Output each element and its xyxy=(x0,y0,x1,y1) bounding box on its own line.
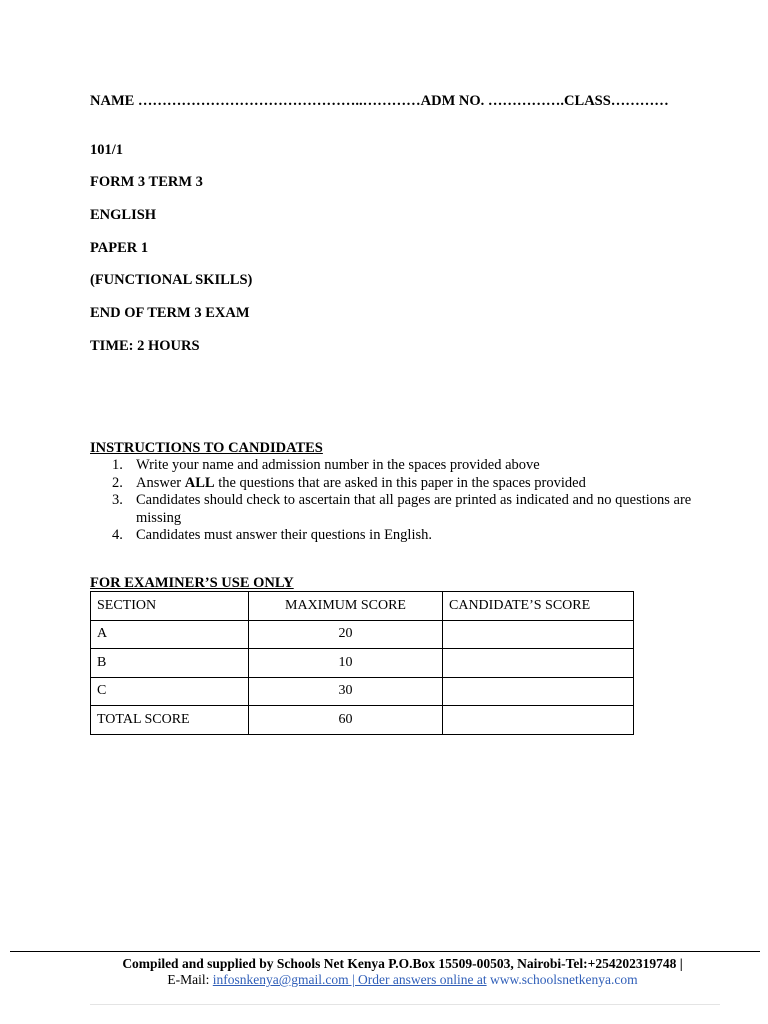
max-score-cell: 30 xyxy=(249,677,443,706)
score-table xyxy=(90,591,634,735)
instruction-item xyxy=(90,492,730,527)
name-adm-class-line: NAME ………………………………………..…………ADM NO. …………….CLASS………… xyxy=(90,93,669,109)
paper-code: 101/1 xyxy=(90,142,124,158)
footer-email-link[interactable]: infosnkenya@gmail.com | Order answers online at xyxy=(212,972,487,987)
section-cell: B xyxy=(91,649,249,678)
table-row xyxy=(91,706,634,735)
instruction-number: 1. xyxy=(112,457,123,473)
paper-type: (FUNCTIONAL SKILLS) xyxy=(90,272,253,288)
header-section: SECTION xyxy=(91,592,249,621)
candidate-score-cell xyxy=(443,620,634,649)
max-score-cell: 10 xyxy=(249,649,443,678)
table-row xyxy=(91,677,634,706)
table-row xyxy=(91,649,634,678)
instruction-number: 4. xyxy=(112,527,123,543)
table-header-row xyxy=(91,592,634,621)
exam-name: END OF TERM 3 EXAM xyxy=(90,305,250,321)
instruction-text: Candidates should check to ascertain that all pages are printed as indicated and no questions are missing xyxy=(136,492,692,526)
footer-compiled-line: Compiled and supplied by Schools Net Kenya P.O.Box 15509-00503, Nairobi-Tel:+254202319748 | xyxy=(122,956,683,971)
instruction-text: Write your name and admission number in the spaces provided above xyxy=(136,457,540,473)
max-score-cell: 20 xyxy=(249,620,443,649)
form-term: FORM 3 TERM 3 xyxy=(90,174,203,190)
paper-number: PAPER 1 xyxy=(90,240,149,256)
instruction-text-post: the questions that are asked in this paper in the spaces provided xyxy=(214,474,586,491)
page-bottom-divider xyxy=(90,1004,720,1005)
instruction-emphasis: ALL xyxy=(184,474,215,491)
examiner-use-title: FOR EXAMINER’S USE ONLY xyxy=(90,575,294,591)
header-candidate-score: CANDIDATE’S SCORE xyxy=(443,592,634,621)
footer-contact-line xyxy=(0,972,768,988)
section-cell: A xyxy=(91,620,249,649)
table-row xyxy=(91,620,634,649)
footer-email-label: E-Mail: xyxy=(167,972,213,987)
instruction-text: Candidates must answer their questions in English. xyxy=(136,527,433,543)
instruction-item xyxy=(90,527,730,545)
instructions-list xyxy=(90,457,730,545)
candidate-score-cell xyxy=(443,677,634,706)
instruction-item xyxy=(90,457,730,475)
instruction-text-pre: Answer xyxy=(136,474,185,491)
instruction-item xyxy=(90,475,730,493)
max-score-cell: 60 xyxy=(249,706,443,735)
subject: ENGLISH xyxy=(90,207,157,223)
candidate-score-cell xyxy=(443,706,634,735)
header-max-score: MAXIMUM SCORE xyxy=(249,592,443,621)
section-cell: C xyxy=(91,677,249,706)
instruction-number: 3. xyxy=(112,492,123,508)
section-cell: TOTAL SCORE xyxy=(91,706,249,735)
time-allowed: TIME: 2 HOURS xyxy=(90,338,200,354)
footer-divider xyxy=(10,951,760,952)
footer-website[interactable]: www.schoolsnetkenya.com xyxy=(486,972,638,987)
candidate-score-cell xyxy=(443,649,634,678)
instruction-number: 2. xyxy=(112,474,123,491)
instructions-title: INSTRUCTIONS TO CANDIDATES xyxy=(90,440,323,456)
